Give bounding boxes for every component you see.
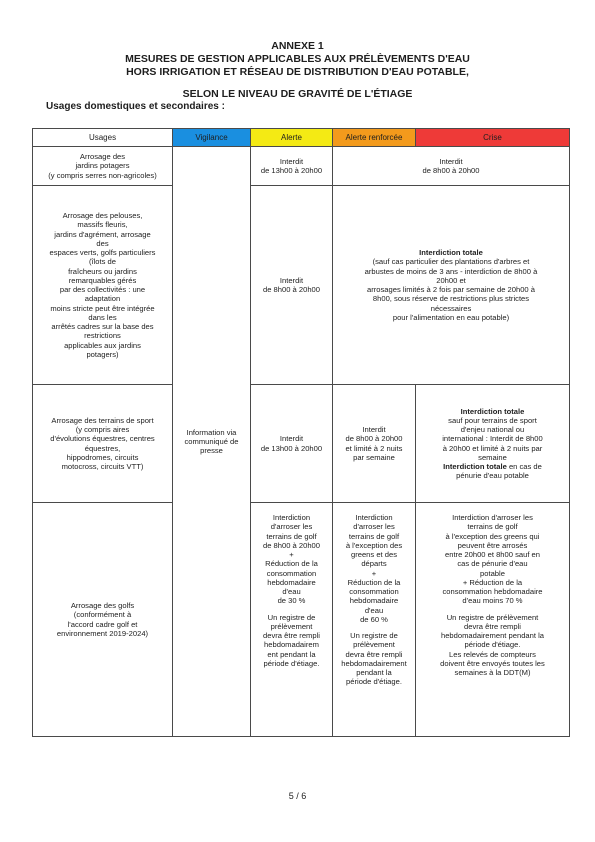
usage-potagers: Arrosage des jardins potagers (y compris serres non-agricoles) (33, 147, 173, 186)
annex-title: ANNEXE 1 (271, 40, 324, 52)
alerte-potagers: Interdit de 13h00 à 20h00 (251, 147, 333, 186)
crise-sport: Interdiction totale sauf pour terrains de sport d'enjeu national ou international : Interdit de 8h00 à 20h00 et limité à 2 nuits par semaine Interdiction totale en cas de pénurie d'eau potable (416, 385, 570, 503)
alerte-golfs: Interdiction d'arroser les terrains de golf de 8h00 à 20h00 + Réduction de la consommation hebdomadaire d'eau de 30 % Un registre de prélèvement devra être rempli hebdomadairem ent pendant la période d'étiage. (251, 503, 333, 737)
renforcee-sport: Interdit de 8h00 à 20h00 et limité à 2 nuits par semaine (333, 385, 416, 503)
usage-sport: Arrosage des terrains de sport (y compris aires d'évolutions équestres, centres équestres, hippodromes, circuits motocross, circuits VTT) (33, 385, 173, 503)
vigilance-cell: Information via communiqué de presse (173, 147, 251, 737)
table-row (33, 385, 570, 503)
crise-golfs: Interdiction d'arroser les terrains de golf à l'exception des greens qui peuvent être arrosés entre 20h00 et 8h00 sauf en cas de pénurie d'eau potable + Réduction de la consommation hebdomadaire d'eau moins 70 % Un registre de prélèvement devra être rempli hebdomadairement pendant la période d'étiage. Les relevés de compteurs doivent être envoyés toutes les semaines à la DDT(M) (416, 503, 570, 737)
header-alerte: Alerte (251, 129, 333, 147)
table-row (33, 186, 570, 385)
header-crise: Crise (416, 129, 570, 147)
page-number: 5 / 6 (288, 791, 307, 801)
alerte-pelouses: Interdit de 8h00 à 20h00 (251, 186, 333, 385)
table-row (33, 147, 570, 186)
usage-pelouses: Arrosage des pelouses, massifs fleuris, jardins d'agrément, arrosage des espaces verts, golfs particuliers (îlots de fraîcheurs ou jardins remarquables gérés par des collectivités : une adaptation moins stricte peut être intégrée dans les arrêtés cadres sur la base des restrictions applicables aux jardins potagers) (33, 186, 173, 385)
restrictions-table (32, 128, 570, 737)
table-row (33, 503, 570, 737)
alerte-sport: Interdit de 13h00 à 20h00 (251, 385, 333, 503)
renforcee-crise-potagers: Interdit de 8h00 à 20h00 (333, 147, 570, 186)
document-title-line1: MESURES DE GESTION APPLICABLES AUX PRÉLÈVEMENTS D'EAU (125, 53, 470, 65)
usage-golfs: Arrosage des golfs (conformément à l'accord cadre golf et environnement 2019-2024) (33, 503, 173, 737)
header-usages: Usages (33, 129, 173, 147)
document-title-line3: SELON LE NIVEAU DE GRAVITÉ DE L'ÉTIAGE (182, 88, 413, 100)
table-header-row (33, 129, 570, 147)
header-vigilance: Vigilance (173, 129, 251, 147)
renforcee-crise-pelouses: Interdiction totale (sauf cas particulier des plantations d'arbres et arbustes de moins de 3 ans - interdiction de 8h00 à 20h00 et arrosages limités à 2 fois par semaine de 20h00 à 8h00, sous réserve de restrictions plus strictes nécessaires pour l'alimentation en eau potable) (333, 186, 570, 385)
section-subtitle: Usages domestiques et secondaires : (46, 101, 225, 112)
renforcee-golfs: Interdiction d'arroser les terrains de golf à l'exception des greens et des départs + Réduction de la consommation hebdomadaire d'eau de 60 % Un registre de prélèvement devra être rempli hebdomadairement pendant la période d'étiage. (333, 503, 416, 737)
header-alerte-renforcee: Alerte renforcée (333, 129, 416, 147)
document-title-line2: HORS IRRIGATION ET RÉSEAU DE DISTRIBUTION D'EAU POTABLE, (126, 66, 469, 78)
